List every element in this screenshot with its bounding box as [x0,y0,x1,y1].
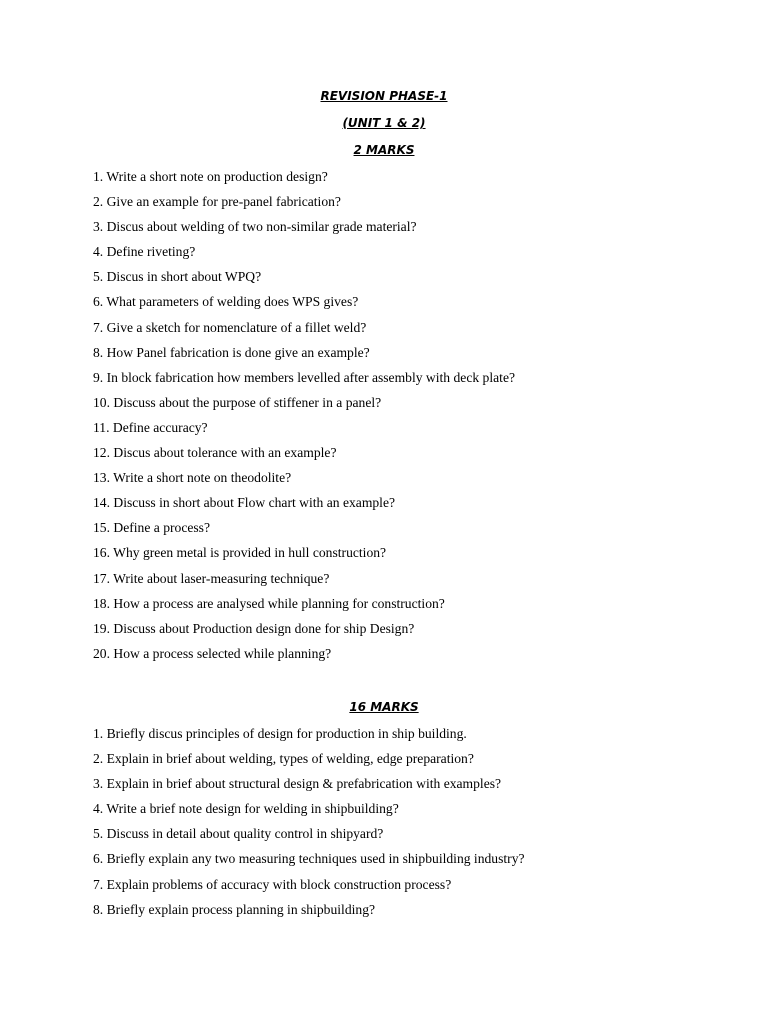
question-list-16-marks [93,724,733,925]
question-item: 7. Give a sketch for nomenclature of a fillet weld? [93,319,367,335]
section-heading-2-marks: 2 MARKS [353,143,415,157]
question-item: 14. Discuss in short about Flow chart with an example? [93,495,396,511]
question-item: 9. In block fabrication how members levelled after assembly with deck plate? [93,369,516,385]
question-item: 4. Define riveting? [93,244,196,260]
question-item: 12. Discus about tolerance with an example? [93,445,337,461]
question-item: 19. Discuss about Production design done for ship Design? [93,620,415,636]
question-item: 10. Discuss about the purpose of stiffener in a panel? [93,394,382,410]
question-item: 1. Briefly discus principles of design for production in ship building. [93,726,467,741]
question-item: 3. Explain in brief about structural design & prefabrication with examples? [93,776,502,792]
question-item: 16. Why green metal is provided in hull construction? [93,545,387,561]
question-item: 18. How a process are analysed while planning for construction? [93,595,445,611]
question-item: 6. Briefly explain any two measuring techniques used in shipbuilding industry? [93,851,525,867]
units-subtitle: (UNIT 1 & 2) [342,116,426,130]
question-item: 5. Discuss in detail about quality control in shipyard? [93,826,384,842]
document-title: REVISION PHASE-1 [320,89,448,103]
question-item: 5. Discus in short about WPQ? [93,269,262,285]
section-heading-16-marks: 16 MARKS [349,700,419,714]
question-item: 15. Define a process? [93,520,211,536]
question-item: 1. Write a short note on production design? [93,169,328,184]
question-item: 6. What parameters of welding does WPS gives? [93,294,359,310]
question-item: 7. Explain problems of accuracy with block construction process? [93,876,452,892]
question-item: 2. Explain in brief about welding, types of welding, edge preparation? [93,751,474,767]
question-item: 2. Give an example for pre-panel fabrication? [93,194,341,210]
question-item: 17. Write about laser-measuring technique? [93,570,330,586]
question-item: 4. Write a brief note design for welding in shipbuilding? [93,801,399,817]
question-item: 3. Discus about welding of two non-similar grade material? [93,219,417,235]
question-item: 11. Define accuracy? [93,419,208,435]
question-item: 8. Briefly explain process planning in shipbuilding? [93,901,376,917]
question-item: 20. How a process selected while planning? [93,645,332,661]
question-item: 13. Write a short note on theodolite? [93,470,292,486]
question-list-2-marks [93,167,733,669]
question-item: 8. How Panel fabrication is done give an example? [93,344,370,360]
